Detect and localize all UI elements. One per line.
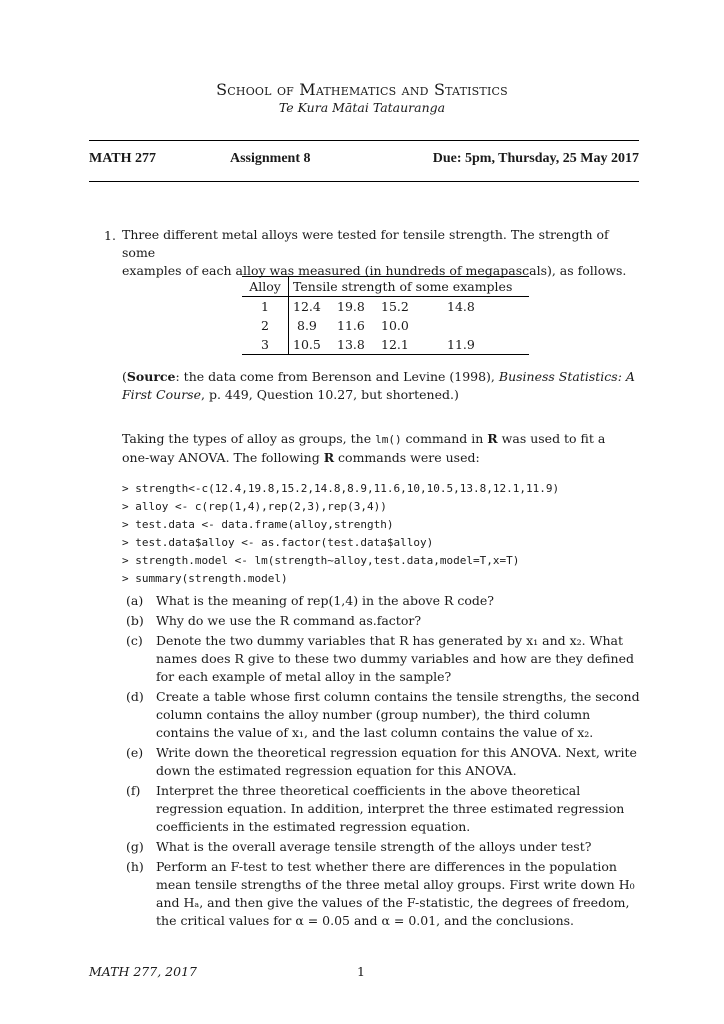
part-text: Perform an F-test to test whether there are differences in the population mean tensile strengths of the three metal alloy groups. First write down H₀ and Hₐ, and then give the values of the F-statistic, the degrees of freedom, the critical values for α = 0.05 and α = 0.01, and the conclusions. — [156, 859, 635, 928]
code-line: > strength<-c(12.4,19.8,15.2,14.8,8.9,11.6,10,10.5,13.8,12.1,11.9) — [122, 482, 560, 495]
part-text: Why do we use the R command as.factor? — [156, 613, 422, 628]
cell-value: 10.0 — [381, 318, 409, 333]
intro-line-2: examples of each alloy was measured (in hundreds of megapascals), as follows. — [122, 263, 627, 278]
due-date: Due: 5pm, Thursday, 25 May 2017 — [432, 151, 639, 166]
page-number: 1 — [357, 964, 365, 979]
part-label: (g) — [126, 839, 144, 854]
cell-value: 8.9 — [297, 318, 317, 333]
r-label: R — [323, 450, 335, 465]
part-item — [126, 782, 640, 836]
part-label: (f) — [126, 783, 141, 798]
part-item — [126, 592, 640, 610]
part-text: What is the overall average tensile strength of the alloys under test? — [156, 839, 592, 854]
part-item — [126, 612, 640, 630]
footer-course: MATH 277, 2017 — [89, 964, 197, 979]
question-number: 1. — [104, 228, 116, 243]
cell-value: 14.8 — [447, 299, 475, 314]
cell-value: 13.8 — [333, 335, 377, 355]
part-text: Interpret the three theoretical coefficients in the above theoretical regression equation. In addition, interpret the three estimated regression coefficients in the estimated regression equation. — [156, 783, 625, 834]
part-label: (d) — [126, 689, 144, 704]
table-row — [242, 297, 529, 317]
cell-value: 19.8 — [337, 299, 365, 314]
part-text: Denote the two dummy variables that R has generated by x₁ and x₂. What names does R give to these two dummy variables and how are they defined for each example of metal alloy in the sample? — [156, 633, 635, 684]
header-strength: Tensile strength of some examples — [289, 277, 530, 297]
part-item — [126, 838, 640, 856]
r-label: R — [487, 431, 498, 446]
cell-value: 12.1 — [377, 335, 443, 355]
question-intro — [122, 226, 640, 280]
part-item — [126, 632, 640, 686]
cell-alloy: 2 — [242, 316, 289, 335]
part-item — [126, 858, 640, 930]
anova-text: was used to fit a — [497, 431, 606, 446]
header-bottom-rule — [89, 181, 639, 182]
code-line: > test.data$alloy <- as.factor(test.data$alloy) — [122, 536, 434, 549]
part-label: (h) — [126, 859, 144, 874]
assignment-title: Assignment 8 — [230, 151, 311, 166]
anova-text: one-way ANOVA. The following — [122, 450, 324, 465]
r-code-block — [122, 480, 559, 588]
code-line: > test.data <- data.frame(alloy,strength) — [122, 518, 394, 531]
cell-value: 15.2 — [381, 299, 409, 314]
anova-intro — [122, 430, 640, 467]
header-alloy: Alloy — [242, 277, 289, 297]
cell-value: 12.4 — [293, 299, 321, 314]
source-text-end: , p. 449, Question 10.27, but shortened.) — [201, 387, 459, 402]
code-line: > summary(strength.model) — [122, 572, 288, 585]
part-text: What is the meaning of rep(1,4) in the above R code? — [156, 593, 494, 608]
source-open-paren: ( — [122, 369, 127, 384]
part-item — [126, 688, 640, 742]
code-line: > strength.model <- lm(strength~alloy,test.data,model=T,x=T) — [122, 554, 520, 567]
table-header-row — [242, 277, 529, 297]
part-label: (c) — [126, 633, 143, 648]
part-text: Write down the theoretical regression equation for this ANOVA. Next, write down the estimated regression equation for this ANOVA. — [156, 745, 637, 778]
source-book-title: Business Statistics: A — [498, 369, 635, 384]
part-label: (a) — [126, 593, 144, 608]
header-top-rule — [89, 140, 639, 141]
part-label: (b) — [126, 613, 144, 628]
part-item — [126, 744, 640, 780]
cell-alloy: 1 — [242, 297, 289, 317]
source-note — [122, 368, 640, 404]
question-parts — [126, 592, 640, 932]
alloy-strength-table — [242, 276, 529, 355]
cell-value: 10.5 — [289, 335, 334, 355]
anova-text: Taking the types of alloy as groups, the — [122, 431, 376, 446]
intro-line-1: Three different metal alloys were tested for tensile strength. The strength of some — [122, 227, 609, 260]
anova-text: commands were used: — [334, 450, 480, 465]
source-book-title-cont: First Course — [122, 387, 201, 402]
school-name: School of Mathematics and Statistics — [216, 80, 508, 99]
table-row — [242, 335, 529, 355]
assignment-header — [89, 151, 639, 171]
table-row — [242, 316, 529, 335]
source-text: : the data come from Berenson and Levine (1998), — [175, 369, 499, 384]
anova-code: lm() — [375, 433, 402, 446]
school-maori-name: Te Kura Mātai Tatauranga — [278, 100, 446, 115]
cell-value: 11.6 — [337, 318, 365, 333]
anova-text: command in — [401, 431, 488, 446]
cell-value — [443, 316, 529, 335]
cell-alloy: 3 — [242, 335, 289, 355]
source-label: Source — [126, 369, 176, 384]
course-code: MATH 277 — [89, 151, 157, 166]
part-label: (e) — [126, 745, 144, 760]
part-text: Create a table whose first column contains the tensile strengths, the second column contains the alloy number (group number), the third column contains the value of x₁, and the last column contains the value of x₂. — [156, 689, 640, 740]
code-line: > alloy <- c(rep(1,4),rep(2,3),rep(3,4)) — [122, 500, 387, 513]
cell-value: 11.9 — [443, 335, 529, 355]
